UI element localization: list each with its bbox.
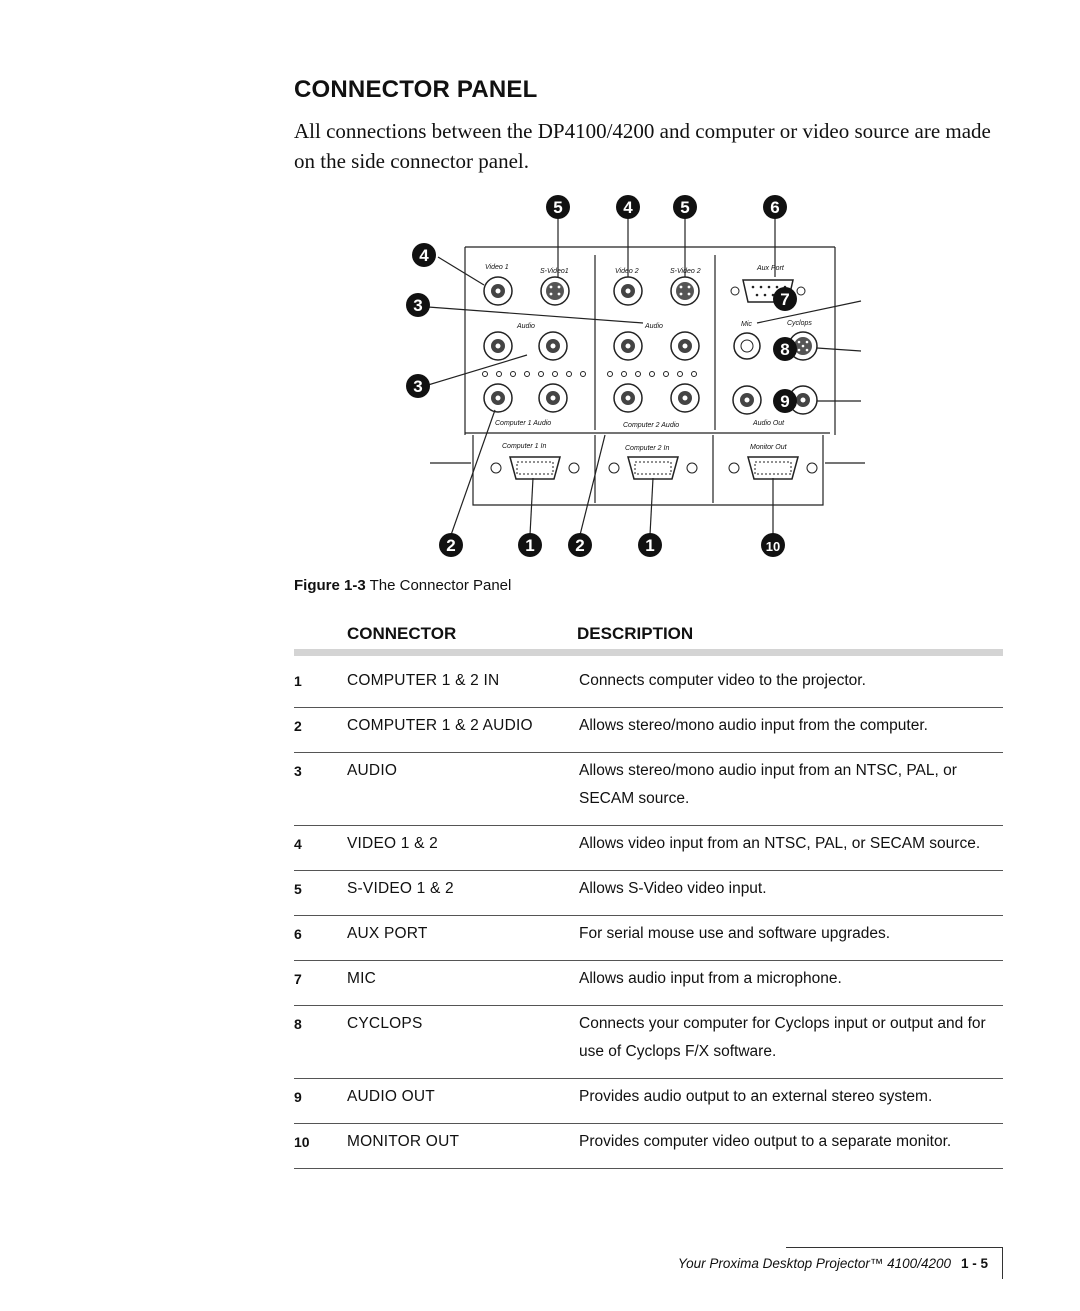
callout-left-2 xyxy=(406,293,430,317)
callout-bottom-1 xyxy=(439,533,463,557)
caption-label: Figure 1-3 xyxy=(294,577,366,594)
page-number: 1 - 5 xyxy=(960,1256,988,1271)
svg-text:4: 4 xyxy=(419,246,429,265)
callout-bottom-5 xyxy=(761,533,785,557)
svg-text:3: 3 xyxy=(413,296,423,315)
callout-bottom-2 xyxy=(518,533,542,557)
svg-text:5: 5 xyxy=(553,198,563,217)
comp2-audio-r-jack xyxy=(671,384,699,412)
label-cyclops: Cyclops xyxy=(787,320,812,327)
connector-table xyxy=(294,663,1003,1169)
svideo1-jack xyxy=(541,277,569,305)
callout-right-1 xyxy=(773,287,797,311)
intro-paragraph: All connections between the DP4100/4200 and computer or video source are made on the side connector panel. xyxy=(294,119,991,173)
video1-jack xyxy=(484,277,512,305)
table-row: 1 COMPUTER 1 & 2 IN Connects computer video to the projector. xyxy=(294,663,1003,708)
label-video1: Video 1 xyxy=(485,264,509,271)
comp2-audio-l-jack xyxy=(614,384,642,412)
svideo2-jack xyxy=(671,277,699,305)
label-monitor-out: Monitor Out xyxy=(750,444,787,451)
video2-jack xyxy=(614,277,642,305)
label-audio-mid: Audio xyxy=(645,323,663,330)
col-description: DESCRIPTION xyxy=(577,624,694,643)
computer2-in-connector xyxy=(609,457,697,479)
svg-text:7: 7 xyxy=(780,290,790,309)
svg-text:3: 3 xyxy=(413,377,423,396)
svg-text:2: 2 xyxy=(575,536,585,555)
svg-text:6: 6 xyxy=(770,198,780,217)
page-title: CONNECTOR PANEL xyxy=(294,76,538,103)
table-row: 3 AUDIO Allows stereo/mono audio input from an NTSC, PAL, or SECAM source. xyxy=(294,753,1003,826)
callout-top-2 xyxy=(616,195,640,219)
audio-out-l-jack xyxy=(733,386,761,414)
svg-text:8: 8 xyxy=(780,340,790,359)
svg-text:9: 9 xyxy=(780,392,790,411)
label-video2: Video 2 xyxy=(615,268,639,275)
audio-r-jack xyxy=(539,332,567,360)
table-row: 8 CYCLOPS Connects your computer for Cyclops input or output and for use of Cyclops F/X software. xyxy=(294,1006,1003,1079)
label-aux-port: Aux Port xyxy=(757,265,784,272)
svg-text:2: 2 xyxy=(446,536,456,555)
connector-panel-figure xyxy=(395,185,812,565)
monitor-out-connector xyxy=(729,457,817,479)
table-row: 4 VIDEO 1 & 2 Allows video input from an NTSC, PAL, or SECAM source. xyxy=(294,826,1003,871)
col-connector: CONNECTOR xyxy=(347,624,457,643)
callout-top-4 xyxy=(763,195,787,219)
table-row: 9 AUDIO OUT Provides audio output to an external stereo system. xyxy=(294,1079,1003,1124)
label-svideo2: S-Video 2 xyxy=(670,268,701,275)
comp1-audio-r-jack xyxy=(539,384,567,412)
label-computer1-in: Computer 1 In xyxy=(502,443,547,450)
label-svideo1: S-Video1 xyxy=(540,268,569,275)
label-mic: Mic xyxy=(741,321,752,328)
callout-left-3 xyxy=(406,374,430,398)
footer-rule-side xyxy=(1002,1247,1003,1279)
audio2-r-jack xyxy=(671,332,699,360)
callout-bottom-4 xyxy=(638,533,662,557)
label-computer1-audio: Computer 1 Audio xyxy=(495,420,552,427)
mic-jack xyxy=(734,333,760,359)
table-row: 2 COMPUTER 1 & 2 AUDIO Allows stereo/mono audio input from the computer. xyxy=(294,708,1003,753)
table-row: 6 AUX PORT For serial mouse use and software upgrades. xyxy=(294,916,1003,961)
audio2-l-jack xyxy=(614,332,642,360)
label-audio-left: Audio xyxy=(517,323,535,330)
svg-text:1: 1 xyxy=(645,536,655,555)
page-footer xyxy=(560,1256,1000,1271)
callout-left-1 xyxy=(412,243,436,267)
caption-text: The Connector Panel xyxy=(369,577,512,594)
svg-text:1: 1 xyxy=(525,536,535,555)
table-row: 5 S-VIDEO 1 & 2 Allows S-Video video input. xyxy=(294,871,1003,916)
svg-text:5: 5 xyxy=(680,198,690,217)
callout-bottom-3 xyxy=(568,533,592,557)
comp1-audio-l-jack xyxy=(484,384,512,412)
footer-text: Your Proxima Desktop Projector™ 4100/4200 xyxy=(677,1256,951,1271)
svg-text:10: 10 xyxy=(765,539,781,554)
callout-top-3 xyxy=(673,195,697,219)
table-row: 10 MONITOR OUT Provides computer video output to a separate monitor. xyxy=(294,1124,1003,1169)
table-row: 7 MIC Allows audio input from a microphone. xyxy=(294,961,1003,1006)
footer-rule xyxy=(786,1247,1003,1248)
connector-panel-diagram xyxy=(395,185,812,565)
callout-right-3 xyxy=(773,389,797,413)
figure-caption xyxy=(294,577,511,594)
label-audio-out: Audio Out xyxy=(753,420,785,427)
computer1-in-connector xyxy=(491,457,579,479)
svg-text:4: 4 xyxy=(623,198,633,217)
audio-l-jack xyxy=(484,332,512,360)
label-computer2-audio: Computer 2 Audio xyxy=(623,422,680,429)
table-header xyxy=(294,624,1003,656)
callout-top-1 xyxy=(546,195,570,219)
label-computer2-in: Computer 2 In xyxy=(625,445,670,452)
callout-right-2 xyxy=(773,337,797,361)
